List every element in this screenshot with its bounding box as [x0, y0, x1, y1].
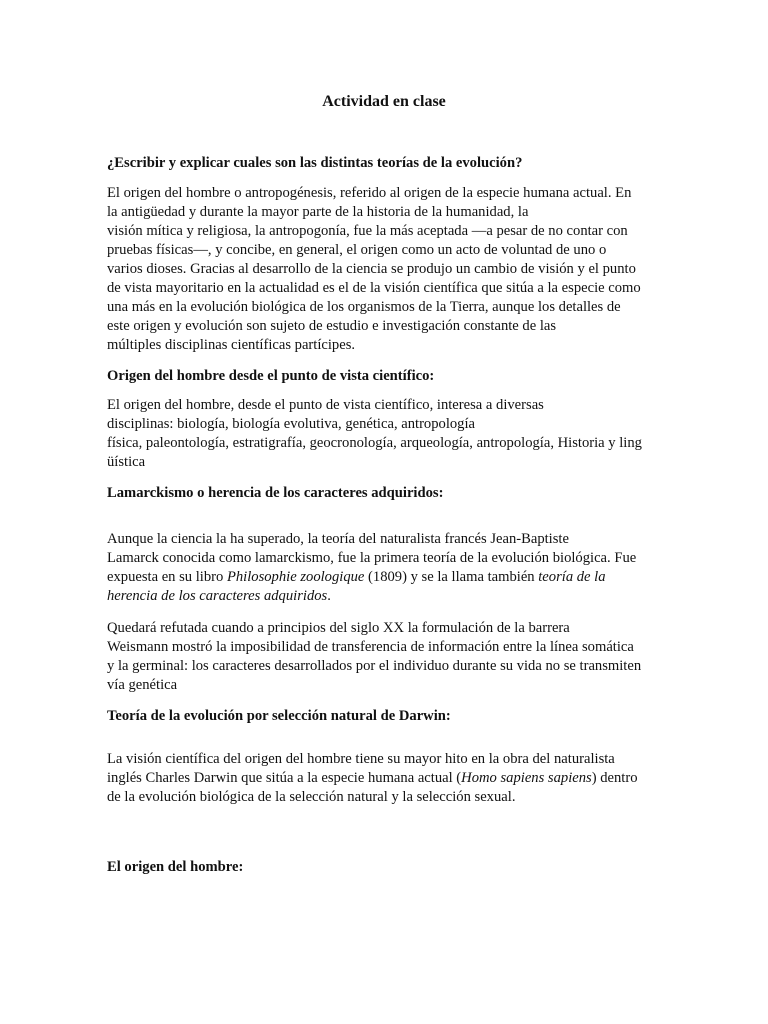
intro-line: de vista mayoritario en la actualidad es el de la visión científica que sitúa a la especie como — [107, 280, 641, 296]
book-title: Philosophie zoologique — [226, 569, 365, 585]
intro-line: El origen del hombre o antropogénesis, referido al origen de la especie humana actual. En — [107, 185, 632, 201]
question-heading: ¿Escribir y explicar cuales son las distintas teorías de la evolución? — [107, 155, 523, 171]
species-name: Homo sapiens sapiens — [461, 770, 592, 786]
intro-line: visión mítica y religiosa, la antropogonía, fue la más aceptada —a pesar de no contar con — [107, 223, 628, 239]
heading-scientific: Origen del hombre desde el punto de vista científico: — [107, 368, 435, 384]
scientific-line: El origen del hombre, desde el punto de vista científico, interesa a diversas — [107, 397, 544, 413]
lamarck-text: expuesta en su libro — [107, 569, 227, 585]
lamarck-line: Aunque la ciencia la ha superado, la teoría del naturalista francés Jean-Baptiste — [107, 531, 569, 547]
heading-origin: El origen del hombre: — [107, 859, 244, 875]
lamarck-line: Lamarck conocida como lamarckismo, fue la primera teoría de la evolución biológica. Fue — [107, 550, 637, 566]
lamarck-text: (1809) y se la llama también — [364, 569, 539, 585]
lamarck-line — [107, 587, 331, 606]
intro-line: pruebas físicas—, y concibe, en general, el origen como un acto de voluntad de uno o — [107, 242, 607, 258]
heading-darwin: Teoría de la evolución por selección natural de Darwin: — [107, 708, 451, 724]
intro-line: múltiples disciplinas científicas partícipes. — [107, 337, 356, 353]
darwin-text: ) dentro — [591, 770, 638, 786]
page-title: Actividad en clase — [322, 93, 446, 110]
darwin-line: La visión científica del origen del hombre tiene su mayor hito en la obra del naturalista — [107, 751, 615, 767]
scientific-line: física, paleontología, estratigrafía, geocronología, arqueología, antropología, Historia y ling — [107, 435, 642, 451]
weismann-line: Weismann mostró la imposibilidad de transferencia de información entre la línea somática — [107, 639, 634, 655]
scientific-line: üística — [107, 454, 146, 470]
weismann-line: vía genética — [107, 677, 178, 693]
weismann-line: Quedará refutada cuando a principios del siglo XX la formulación de la barrera — [107, 620, 570, 636]
theory-term: teoría de la — [538, 569, 606, 585]
intro-line: una más en la evolución biológica de los organismos de la Tierra, aunque los detalles de — [107, 299, 621, 315]
darwin-text: inglés Charles Darwin que sitúa a la especie humana actual ( — [107, 770, 462, 786]
intro-line: este origen y evolución son sujeto de estudio e investigación constante de las — [107, 318, 557, 334]
darwin-line: de la evolución biológica de la selección natural y la selección sexual. — [107, 789, 516, 805]
lamarck-line — [107, 568, 606, 587]
intro-line: varios dioses. Gracias al desarrollo de la ciencia se produjo un cambio de visión y el punto — [107, 261, 636, 277]
intro-line: la antigüedad y durante la mayor parte de la historia de la humanidad, la — [107, 204, 529, 220]
lamarck-text: . — [327, 588, 331, 604]
heading-lamarck: Lamarckismo o herencia de los caracteres adquiridos: — [107, 485, 444, 501]
weismann-line: y la germinal: los caracteres desarrollados por el individuo durante su vida no se transmiten — [107, 658, 642, 674]
scientific-line: disciplinas: biología, biología evolutiva, genética, antropología — [107, 416, 476, 432]
theory-term: herencia de los caracteres adquiridos — [107, 588, 328, 604]
darwin-line — [107, 769, 638, 788]
